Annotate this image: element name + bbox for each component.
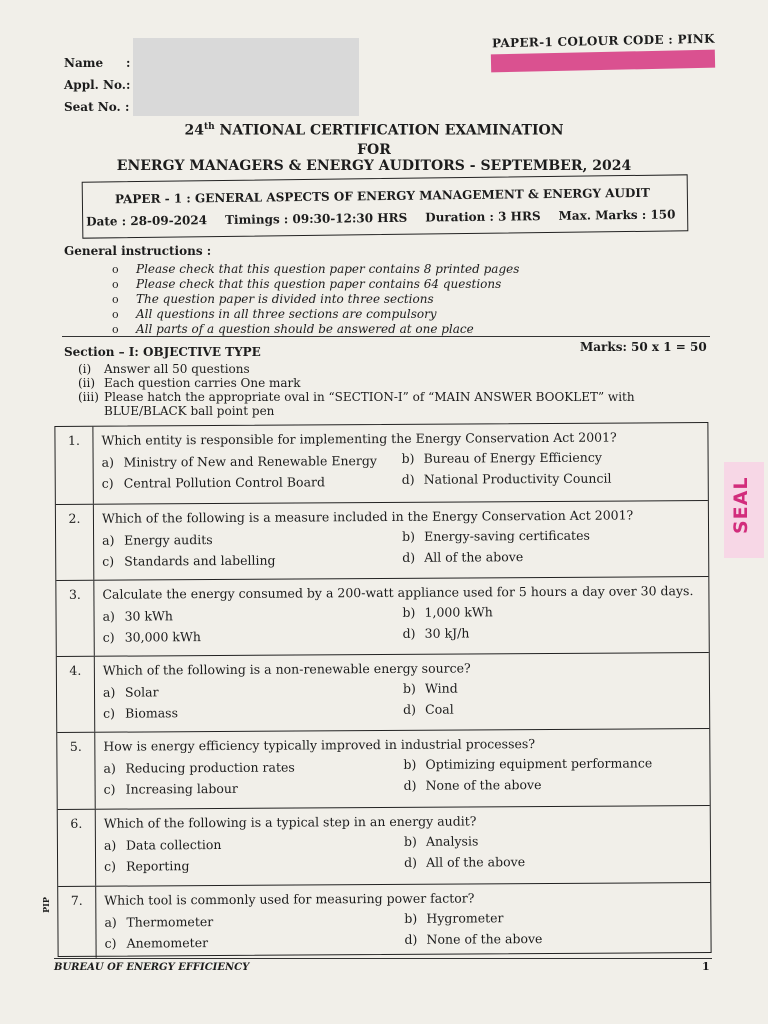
instruction-item: o All questions in all three sections are compulsory [112,307,437,321]
paper-meta [86,207,684,228]
option-c: c) Reporting [104,858,190,874]
general-instructions-list [112,262,519,337]
instruction-item: o All parts of a question should be answered at one place [112,322,474,336]
question-row [56,500,708,580]
exam-timings: Timings : 09:30-12:30 HRS [224,210,408,227]
question-text: Which of the following is a measure included in the Energy Conservation Act 2001? [101,507,634,526]
question-row [56,576,708,656]
option-c: c) Standards and labelling [102,552,276,569]
max-marks: Max. Marks : 150 [558,207,676,223]
question-row [55,423,707,504]
appl-no-label: Appl. No.: [64,78,131,92]
exam-date: Date : 28-09-2024 [86,213,208,229]
footer-divider [54,958,712,959]
redacted-candidate-details [133,38,359,116]
name-label: Name : [64,56,131,70]
option-d: d) All of the above [404,854,526,870]
question-number: 3. [56,581,94,656]
option-b: b) Hygrometer [404,910,504,926]
option-c: c) Increasing labour [103,780,238,797]
option-b: b) Analysis [403,833,479,849]
option-b: b) Bureau of Energy Efficiency [401,449,602,466]
exam-title-line3: ENERGY MANAGERS & ENERGY AUDITORS - SEPTEMBER, 2024 [116,158,632,174]
section-instruction-item: (i) Answer all 50 questions [78,362,250,376]
question-text: Which entity is responsible for implementing the Energy Conservation Act 2001? [101,429,617,448]
question-number: 1. [55,427,93,504]
option-a: a) Energy audits [102,532,213,548]
option-b: b) Optimizing equipment performance [403,755,653,772]
option-a: a) Reducing production rates [103,759,295,776]
exam-title-line1: 24th NATIONAL CERTIFICATION EXAMINATION [184,122,564,139]
question-number: 6. [58,810,96,886]
instruction-item: o Please check that this question paper contains 8 printed pages [112,262,520,276]
option-a: a) Thermometer [104,914,214,930]
divider [62,336,710,337]
colour-code-strip [491,50,715,73]
colour-code-label: PAPER-1 COLOUR CODE : PINK [491,31,715,51]
page-number: 1 [702,960,710,973]
option-c: c) Anemometer [104,935,209,951]
margin-mark: PIP [40,897,51,913]
option-b: b) 1,000 kWh [402,604,493,620]
option-c: c) Central Pollution Control Board [101,474,326,491]
instruction-item: o Please check that this question paper contains 64 questions [112,277,502,291]
question-text: Which tool is commonly used for measuring power factor? [104,890,475,908]
question-row [57,728,709,809]
question-table [54,422,711,957]
question-number: 7. [58,887,96,958]
option-b: b) Wind [402,680,458,696]
question-row [58,882,710,958]
option-d: d) All of the above [402,549,524,565]
paper-name: PAPER - 1 : GENERAL ASPECTS OF ENERGY MANAGEMENT & ENERGY AUDIT [114,185,651,207]
seal-stamp [724,462,764,558]
instruction-item: o The question paper is divided into three sections [112,292,434,306]
section-heading: Section – I: OBJECTIVE TYPE [64,345,261,359]
option-a: a) Solar [102,684,159,700]
question-text: Calculate the energy consumed by a 200-watt appliance used for 5 hours a day over 30 days. [102,583,694,602]
option-d: d) None of the above [404,931,543,947]
option-a: a) Ministry of New and Renewable Energy [101,453,377,470]
option-c: c) 30,000 kWh [102,629,201,645]
section-marks: Marks: 50 x 1 = 50 [580,340,707,354]
option-d: d) 30 kJ/h [402,625,470,641]
question-number: 4. [57,657,95,732]
question-text: Which of the following is a non-renewable energy source? [102,660,471,678]
option-a: a) Data collection [103,836,222,853]
general-instructions-heading: General instructions : [64,244,212,258]
question-text: Which of the following is a typical step in an energy audit? [103,813,477,831]
option-b: b) Energy-saving certificates [402,527,590,544]
option-d: d) National Productivity Council [401,470,612,487]
option-a: a) 30 kWh [102,608,173,624]
paper-info-box [82,174,689,238]
question-text: How is energy efficiency typically improved in industrial processes? [103,736,536,754]
section-instruction-item: (iii) Please hatch the appropriate oval in “SECTION-I” of “MAIN ANSWER BOOKLET” with BLUE/BLACK ball point pen [78,390,635,418]
section-instructions [78,362,712,418]
exam-title-line2: FOR [357,142,391,158]
question-number: 5. [57,733,95,809]
question-number: 2. [56,505,94,580]
option-d: d) Coal [403,701,454,717]
seat-no-label: Seat No. : [64,100,130,114]
option-c: c) Biomass [103,705,179,721]
seal-text: SEAL [730,476,752,534]
question-row [57,652,709,732]
footer-organization: BUREAU OF ENERGY EFFICIENCY [54,962,250,973]
question-row [58,805,710,886]
option-d: d) None of the above [403,777,542,793]
exam-duration: Duration : 3 HRS [425,209,541,225]
section-instruction-item: (ii) Each question carries One mark [78,376,301,390]
